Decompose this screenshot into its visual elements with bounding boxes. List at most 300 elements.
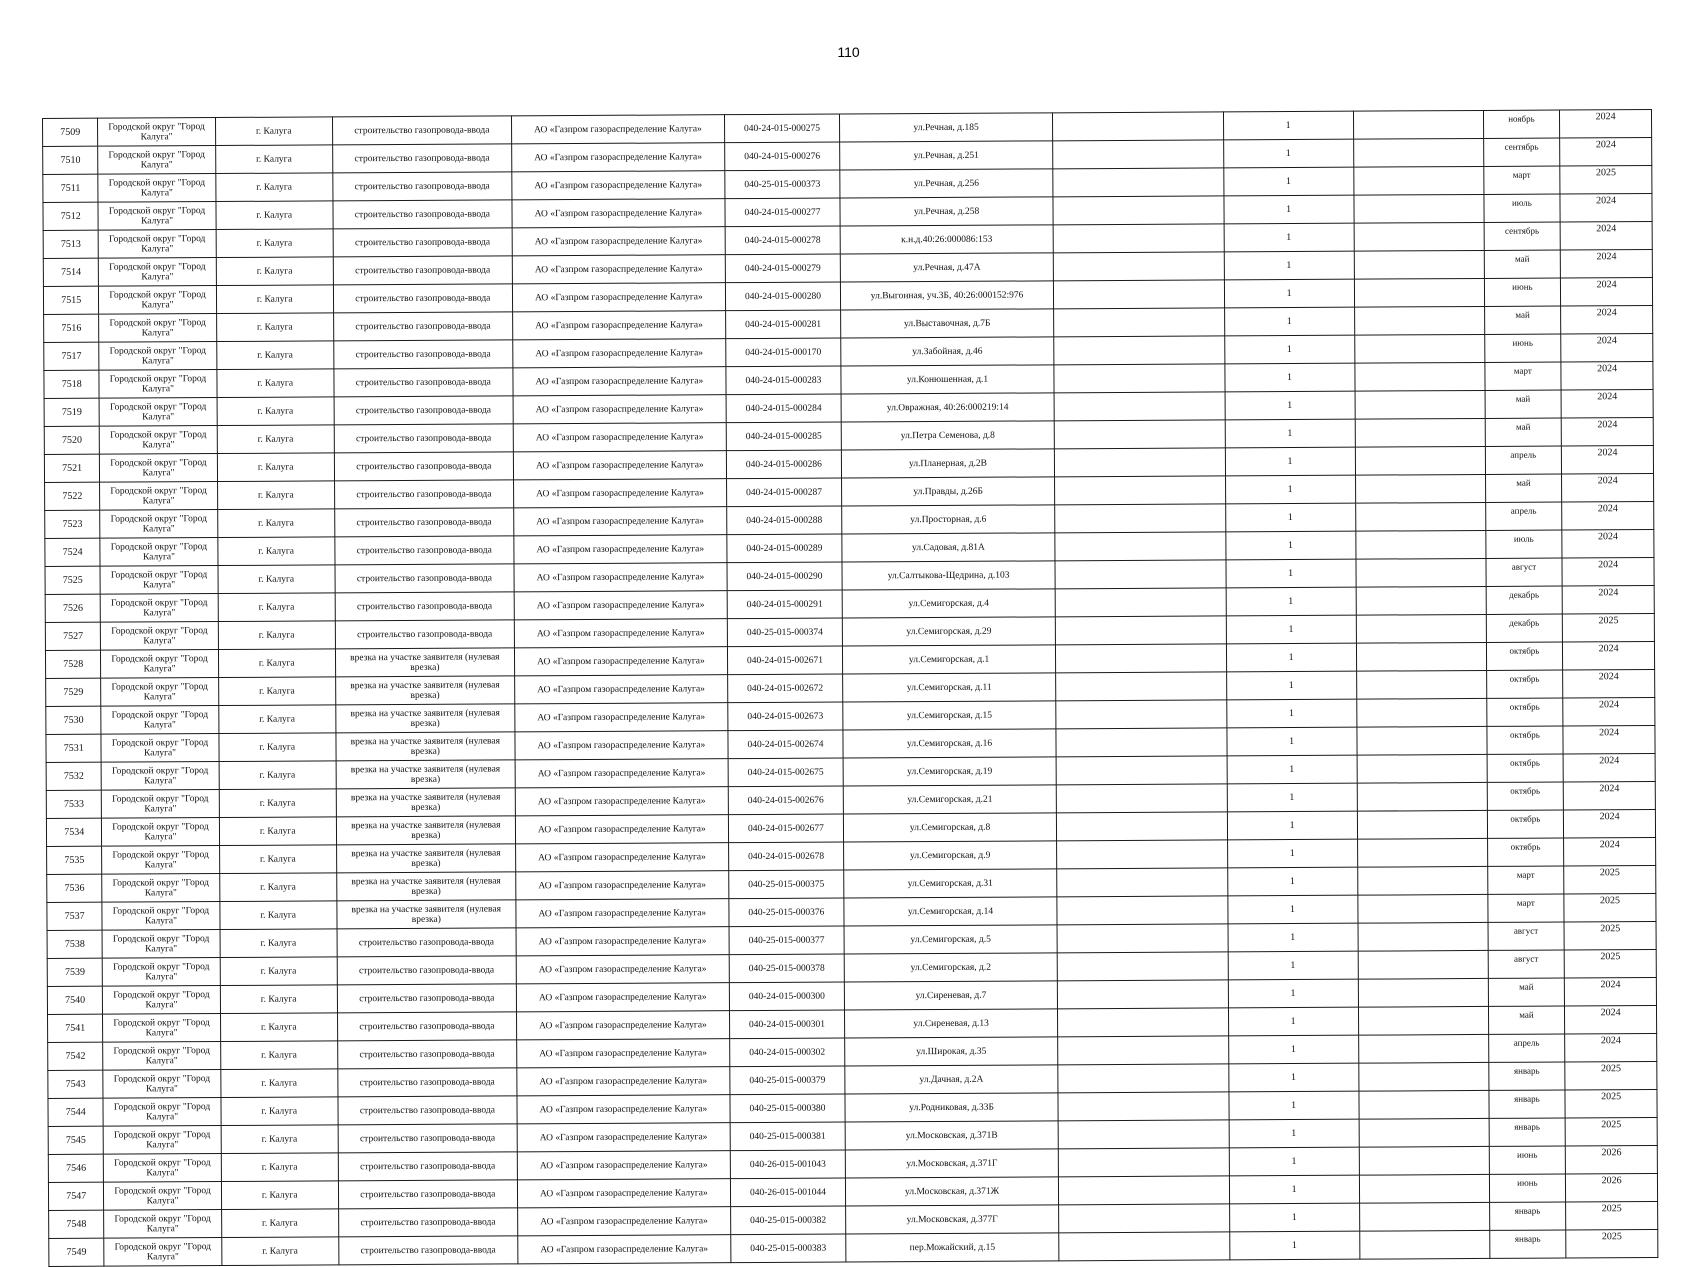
year-cell: 2025 [1566,1229,1658,1258]
locality-cell: г. Калуга [220,929,337,958]
work-type-cell: строительство газопровода-ввода [337,1012,516,1041]
empty-cell [1055,560,1226,589]
work-type-cell: строительство газопровода-ввода [334,452,513,481]
organization-cell: АО «Газпром газораспределение Калуга» [511,115,724,144]
empty-cell [1053,196,1224,225]
empty-cell [1354,250,1484,279]
year-cell: 2024 [1561,278,1653,307]
object-code-cell: 040-24-015-000288 [727,506,842,535]
year-cell: 2025 [1564,949,1656,978]
level-cell: 1 [1228,1007,1358,1036]
empty-cell [1356,670,1486,699]
row-number: 7515 [43,286,99,314]
municipality-cell: Городской округ "Город Калуга" [99,286,216,315]
work-type-cell: строительство газопровода-ввода [335,536,514,565]
month-cell: октябрь [1486,726,1563,754]
address-cell: ул.Просторная, д.6 [842,505,1055,534]
level-cell: 1 [1223,139,1353,168]
level-cell: 1 [1224,307,1354,336]
row-number: 7519 [44,398,100,426]
empty-cell [1358,1034,1488,1063]
row-number: 7509 [43,118,99,146]
municipality-cell: Городской округ "Город Калуга" [103,986,220,1015]
month-cell: май [1488,1006,1565,1034]
municipality-cell: Городской округ "Город Калуга" [100,538,217,567]
level-cell: 1 [1229,1203,1359,1232]
object-code-cell: 040-24-015-000170 [726,338,841,367]
locality-cell: г. Калуга [216,201,333,230]
object-code-cell: 040-25-015-000381 [730,1122,845,1151]
level-cell: 1 [1225,419,1355,448]
address-cell: ул.Московская, д.377Г [846,1205,1059,1234]
object-code-cell: 040-24-015-000287 [726,478,841,507]
row-number: 7522 [45,482,101,510]
month-cell: март [1484,362,1561,390]
row-number: 7510 [43,146,99,174]
page-number: 110 [837,44,860,60]
address-cell: ул.Семигорская, д.21 [843,785,1056,814]
row-number: 7524 [45,538,101,566]
organization-cell: АО «Газпром газораспределение Калуга» [514,619,727,648]
address-cell: ул.Салтыкова-Щедрина, д.103 [842,561,1055,590]
row-number: 7549 [49,1238,105,1266]
work-type-cell: строительство газопровода-ввода [338,1180,517,1209]
level-cell: 1 [1226,699,1356,728]
month-cell: декабрь [1486,614,1563,642]
register-body [43,110,1658,1267]
object-code-cell: 040-24-015-000300 [729,982,844,1011]
row-number: 7535 [47,846,103,874]
year-cell: 2024 [1562,558,1654,587]
object-code-cell: 040-24-015-000302 [730,1038,845,1067]
empty-cell [1353,138,1483,167]
work-type-cell: строительство газопровода-ввода [338,1124,517,1153]
level-cell: 1 [1228,923,1358,952]
row-number: 7548 [49,1210,105,1238]
empty-cell [1054,420,1225,449]
year-cell: 2026 [1566,1173,1658,1202]
organization-cell: АО «Газпром газораспределение Калуга» [517,1095,730,1124]
month-cell: май [1485,418,1562,446]
empty-cell [1359,1118,1489,1147]
address-cell: ул.Выставочная, д.7Б [841,309,1054,338]
organization-cell: АО «Газпром газораспределение Калуга» [513,507,726,536]
empty-cell [1355,390,1485,419]
object-code-cell: 040-26-015-001044 [730,1178,845,1207]
work-type-cell: врезка на участке заявителя (нулевая врезка) [336,704,515,733]
row-number: 7544 [48,1098,104,1126]
organization-cell: АО «Газпром газораспределение Калуга» [513,451,726,480]
organization-cell: АО «Газпром газораспределение Калуга» [512,199,725,228]
empty-cell [1354,222,1484,251]
organization-cell: АО «Газпром газораспределение Калуга» [514,675,727,704]
address-cell: ул.Овражная, 40:26:000219:14 [841,393,1054,422]
empty-cell [1055,532,1226,561]
object-code-cell: 040-24-015-000278 [725,226,840,255]
locality-cell: г. Калуга [220,1013,337,1042]
object-code-cell: 040-25-015-000374 [727,618,842,647]
empty-cell [1355,446,1485,475]
row-number: 7537 [47,902,103,930]
locality-cell: г. Калуга [218,677,335,706]
municipality-cell: Городской округ "Город Калуга" [103,1014,220,1043]
row-number: 7539 [47,958,103,986]
empty-cell [1054,392,1225,421]
locality-cell: г. Калуга [220,1041,337,1070]
empty-cell [1359,1146,1489,1175]
municipality-cell: Городской округ "Город Калуга" [99,342,216,371]
organization-cell: АО «Газпром газораспределение Калуга» [513,367,726,396]
object-code-cell: 040-24-015-000290 [727,562,842,591]
row-number: 7540 [47,986,103,1014]
empty-cell [1357,866,1487,895]
locality-cell: г. Калуга [221,1153,338,1182]
locality-cell: г. Калуга [217,509,334,538]
level-cell: 1 [1226,671,1356,700]
row-number: 7547 [48,1182,104,1210]
row-number: 7523 [45,510,101,538]
municipality-cell: Городской округ "Город Калуга" [101,678,218,707]
address-cell: ул.Садовая, д.81А [842,533,1055,562]
municipality-cell: Городской округ "Город Калуга" [98,174,215,203]
level-cell: 1 [1227,839,1357,868]
work-type-cell: врезка на участке заявителя (нулевая врезка) [336,788,515,817]
row-number: 7529 [46,678,102,706]
year-cell: 2024 [1565,1033,1657,1062]
object-code-cell: 040-24-015-002676 [728,786,843,815]
locality-cell: г. Калуга [215,173,332,202]
month-cell: апрель [1485,446,1562,474]
empty-cell [1355,474,1485,503]
organization-cell: АО «Газпром газораспределение Калуга» [517,1067,730,1096]
level-cell: 1 [1224,195,1354,224]
month-cell: июль [1485,530,1562,558]
municipality-cell: Городской округ "Город Калуга" [100,454,217,483]
empty-cell [1057,980,1228,1009]
address-cell: ул.Речная, д.251 [840,141,1053,170]
empty-cell [1358,1006,1488,1035]
empty-cell [1054,308,1225,337]
empty-cell [1057,840,1228,869]
level-cell: 1 [1225,503,1355,532]
year-cell: 2024 [1564,837,1656,866]
object-code-cell: 040-25-015-000380 [730,1094,845,1123]
level-cell: 1 [1229,1119,1359,1148]
year-cell: 2024 [1560,138,1652,167]
address-cell: ул.Семигорская, д.19 [843,757,1056,786]
row-number: 7542 [48,1042,104,1070]
municipality-cell: Городской округ "Город Калуга" [104,1182,221,1211]
organization-cell: АО «Газпром газораспределение Калуга» [516,871,729,900]
municipality-cell: Городской округ "Город Калуга" [103,1098,220,1127]
month-cell: июль [1484,194,1561,222]
year-cell: 2025 [1565,1061,1657,1090]
municipality-cell: Городской округ "Город Калуга" [102,818,219,847]
empty-cell [1357,782,1487,811]
row-number: 7543 [48,1070,104,1098]
level-cell: 1 [1226,643,1356,672]
year-cell: 2025 [1564,921,1656,950]
municipality-cell: Городской округ "Город Калуга" [98,202,215,231]
year-cell: 2025 [1560,166,1652,195]
empty-cell [1056,728,1227,757]
locality-cell: г. Калуга [219,789,336,818]
empty-cell [1353,166,1483,195]
municipality-cell: Городской округ "Город Калуга" [103,958,220,987]
work-type-cell: врезка на участке заявителя (нулевая врезка) [337,872,516,901]
address-cell: ул.Семигорская, д.29 [842,617,1055,646]
month-cell: август [1486,558,1563,586]
year-cell: 2024 [1563,726,1655,755]
empty-cell [1057,812,1228,841]
empty-cell [1357,726,1487,755]
empty-cell [1059,1176,1230,1205]
year-cell: 2025 [1564,865,1656,894]
address-cell: ул.Речная, д.258 [840,197,1053,226]
empty-cell [1356,558,1486,587]
locality-cell: г. Калуга [216,313,333,342]
empty-cell [1358,978,1488,1007]
row-number: 7525 [45,566,101,594]
empty-cell [1058,1008,1229,1037]
row-number: 7538 [47,930,103,958]
object-code-cell: 040-24-015-000277 [725,198,840,227]
work-type-cell: строительство газопровода-ввода [338,1152,517,1181]
object-code-cell: 040-25-015-000375 [729,870,844,899]
year-cell: 2024 [1562,530,1654,559]
empty-cell [1058,1036,1229,1065]
level-cell: 1 [1227,755,1357,784]
level-cell: 1 [1225,391,1355,420]
year-cell: 2024 [1564,810,1656,839]
month-cell: май [1485,474,1562,502]
month-cell: май [1488,978,1565,1006]
address-cell: ул.Правды, д.26Б [842,477,1055,506]
object-code-cell: 040-24-015-000291 [727,590,842,619]
empty-cell [1357,894,1487,923]
row-number: 7514 [43,258,99,286]
empty-cell [1355,418,1485,447]
organization-cell: АО «Газпром газораспределение Калуга» [517,1207,730,1236]
locality-cell: г. Калуга [220,957,337,986]
empty-cell [1355,530,1485,559]
year-cell: 2024 [1562,502,1654,531]
address-cell: ул.Семигорская, д.4 [842,589,1055,618]
empty-cell [1056,700,1227,729]
month-cell: август [1488,922,1565,950]
year-cell: 2024 [1565,1005,1657,1034]
month-cell: октябрь [1487,754,1564,782]
year-cell: 2025 [1563,614,1655,643]
work-type-cell: строительство газопровода-ввода [337,928,516,957]
empty-cell [1054,280,1225,309]
organization-cell: АО «Газпром газораспределение Калуга» [512,171,725,200]
locality-cell: г. Калуга [218,705,335,734]
empty-cell [1058,1092,1229,1121]
address-cell: ул.Речная, д.47А [840,253,1053,282]
work-type-cell: строительство газопровода-ввода [332,144,511,173]
year-cell: 2024 [1561,306,1653,335]
month-cell: март [1487,894,1564,922]
empty-cell [1058,1120,1229,1149]
empty-cell [1053,140,1224,169]
month-cell: август [1488,950,1565,978]
year-cell: 2024 [1561,362,1653,391]
municipality-cell: Городской округ "Город Калуга" [98,118,215,147]
empty-cell [1354,362,1484,391]
year-cell: 2025 [1565,1117,1657,1146]
month-cell: январь [1489,1202,1566,1230]
locality-cell: г. Калуга [220,985,337,1014]
month-cell: октябрь [1486,642,1563,670]
month-cell: декабрь [1486,586,1563,614]
address-cell: ул.Семигорская, д.2 [844,953,1057,982]
level-cell: 1 [1223,111,1353,140]
year-cell: 2024 [1563,698,1655,727]
empty-cell [1055,588,1226,617]
empty-cell [1359,1174,1489,1203]
organization-cell: АО «Газпром газораспределение Калуга» [515,843,728,872]
level-cell: 1 [1228,1063,1358,1092]
municipality-cell: Городской округ "Город Калуга" [101,650,218,679]
object-code-cell: 040-24-015-000284 [726,394,841,423]
object-code-cell: 040-24-015-000289 [727,534,842,563]
object-code-cell: 040-24-015-000301 [729,1010,844,1039]
empty-cell [1354,278,1484,307]
municipality-cell: Городской округ "Город Калуга" [104,1210,221,1239]
level-cell: 1 [1229,1175,1359,1204]
organization-cell: АО «Газпром газораспределение Калуга» [515,703,728,732]
level-cell: 1 [1229,1231,1359,1260]
work-type-cell: врезка на участке заявителя (нулевая врезка) [336,760,515,789]
object-code-cell: 040-24-015-000280 [725,282,840,311]
level-cell: 1 [1224,223,1354,252]
locality-cell: г. Калуга [218,621,335,650]
locality-cell: г. Калуга [216,341,333,370]
row-number: 7517 [44,342,100,370]
municipality-cell: Городской округ "Город Калуга" [101,706,218,735]
object-code-cell: 040-25-015-000378 [729,954,844,983]
municipality-cell: Городской округ "Город Калуга" [100,510,217,539]
address-cell: ул.Родниковая, д.33Б [845,1093,1058,1122]
level-cell: 1 [1224,363,1354,392]
level-cell: 1 [1228,951,1358,980]
organization-cell: АО «Газпром газораспределение Калуга» [514,563,727,592]
organization-cell: АО «Газпром газораспределение Калуга» [517,1179,730,1208]
address-cell: ул.Семигорская, д.31 [844,869,1057,898]
object-code-cell: 040-24-015-002677 [728,814,843,843]
empty-cell [1357,838,1487,867]
locality-cell: г. Калуга [219,817,336,846]
empty-cell [1055,616,1226,645]
locality-cell: г. Калуга [217,537,334,566]
empty-cell [1053,168,1224,197]
object-code-cell: 040-24-015-002673 [728,702,843,731]
level-cell: 1 [1227,727,1357,756]
year-cell: 2025 [1565,1089,1657,1118]
year-cell: 2024 [1561,250,1653,279]
locality-cell: г. Калуга [221,1181,338,1210]
level-cell: 1 [1223,167,1353,196]
empty-cell [1056,756,1227,785]
object-code-cell: 040-25-015-000382 [731,1206,846,1235]
address-cell: ул.Семигорская, д.15 [843,701,1056,730]
locality-cell: г. Калуга [217,453,334,482]
work-type-cell: строительство газопровода-ввода [333,284,512,313]
locality-cell: г. Калуга [217,425,334,454]
locality-cell: г. Калуга [219,873,336,902]
locality-cell: г. Калуга [217,369,334,398]
object-code-cell: 040-24-015-000283 [726,366,841,395]
month-cell: июнь [1484,334,1561,362]
work-type-cell: строительство газопровода-ввода [337,956,516,985]
address-cell: ул.Конюшенная, д.1 [841,365,1054,394]
empty-cell [1354,194,1484,223]
organization-cell: АО «Газпром газораспределение Калуга» [516,955,729,984]
level-cell: 1 [1228,979,1358,1008]
municipality-cell: Городской округ "Город Калуга" [100,482,217,511]
empty-cell [1054,448,1225,477]
locality-cell: г. Калуга [216,257,333,286]
empty-cell [1057,868,1228,897]
address-cell: ул.Московская, д.371Ж [845,1177,1058,1206]
organization-cell: АО «Газпром газораспределение Калуга» [512,283,725,312]
work-type-cell: строительство газопровода-ввода [334,480,513,509]
work-type-cell: врезка на участке заявителя (нулевая врезка) [335,648,514,677]
work-type-cell: врезка на участке заявителя (нулевая врезка) [336,844,515,873]
locality-cell: г. Калуга [221,1097,338,1126]
empty-cell [1358,1062,1488,1091]
organization-cell: АО «Газпром газораспределение Калуга» [514,591,727,620]
object-code-cell: 040-25-015-000376 [729,898,844,927]
row-number: 7536 [47,874,103,902]
work-type-cell: строительство газопровода-ввода [333,200,512,229]
municipality-cell: Городской округ "Город Калуга" [102,790,219,819]
month-cell: сентябрь [1483,138,1560,166]
empty-cell [1355,502,1485,531]
organization-cell: АО «Газпром газораспределение Калуга» [516,927,729,956]
organization-cell: АО «Газпром газораспределение Калуга» [515,759,728,788]
locality-cell: г. Калуга [219,845,336,874]
locality-cell: г. Калуга [215,117,332,146]
municipality-cell: Городской округ "Город Калуга" [100,566,217,595]
municipality-cell: Городской округ "Город Калуга" [99,398,216,427]
empty-cell [1058,1148,1229,1177]
month-cell: апрель [1485,502,1562,530]
work-type-cell: строительство газопровода-ввода [335,564,514,593]
address-cell: ул.Сиреневая, д.13 [844,1009,1057,1038]
empty-cell [1358,922,1488,951]
empty-cell [1059,1204,1230,1233]
empty-cell [1357,754,1487,783]
work-type-cell: строительство газопровода-ввода [338,1208,517,1237]
year-cell: 2024 [1565,977,1657,1006]
year-cell: 2024 [1564,782,1656,811]
organization-cell: АО «Газпром газораспределение Калуга» [516,1039,729,1068]
address-cell: ул.Московская, д.371В [845,1121,1058,1150]
year-cell: 2024 [1560,110,1652,139]
locality-cell: г. Калуга [216,285,333,314]
empty-cell [1356,642,1486,671]
row-number: 7545 [48,1126,104,1154]
empty-cell [1054,364,1225,393]
year-cell: 2024 [1563,754,1655,783]
object-code-cell: 040-24-015-000275 [724,114,839,143]
locality-cell: г. Калуга [221,1237,338,1266]
locality-cell: г. Калуга [221,1125,338,1154]
organization-cell: АО «Газпром газораспределение Калуга» [516,1011,729,1040]
municipality-cell: Городской округ "Город Калуга" [102,902,219,931]
